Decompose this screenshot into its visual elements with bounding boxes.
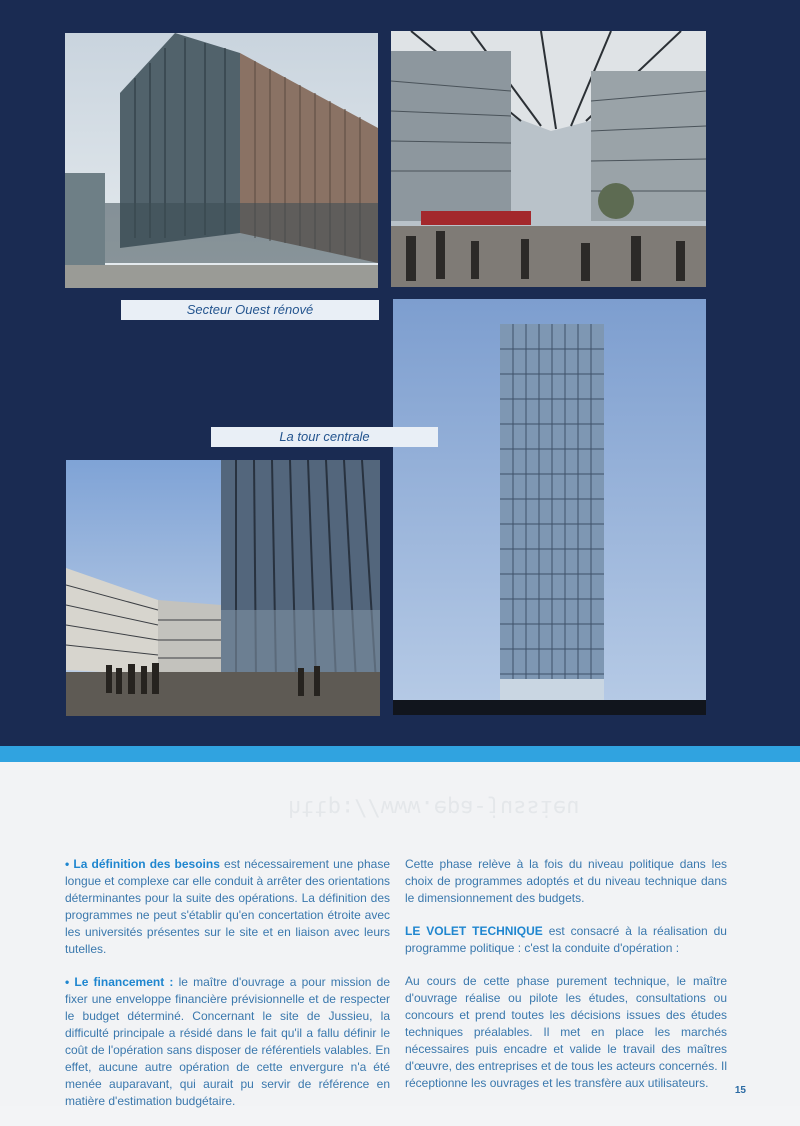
watermark: http://www.epa-jussieu xyxy=(288,795,580,820)
left-column xyxy=(65,856,390,1126)
funding-paragraph xyxy=(65,974,390,1110)
technical-text: est consacré à la réalisation du programme politique : c'est la conduite d'opération : xyxy=(405,924,727,955)
needs-text: est nécessairement une phase longue et complexe car elle conduit à arrêter des orientations déterminantes pour la suite des opérations. La définition des programmes ne peut s'établir qu'en concertation étroite avec les universités présentes sur le site et en liaison avec leurs tutelles. xyxy=(65,857,390,956)
funding-heading: • Le financement : xyxy=(65,975,174,989)
caption-west-sector: Secteur Ouest rénové xyxy=(121,300,379,320)
right-column xyxy=(405,856,727,1108)
technical-heading: LE VOLET TECHNIQUE xyxy=(405,924,543,938)
phase-paragraph: Cette phase relève à la fois du niveau politique dans les choix de programmes adoptés et du niveau technique dans le dimensionnement des budgets. xyxy=(405,857,727,905)
tower-base-photo xyxy=(66,460,380,716)
accent-band xyxy=(0,746,800,762)
course-paragraph: Au cours de cette phase purement technique, le maître d'ouvrage réalise ou pilote les études, consultations ou concours et prend toutes les décisions issues des études techniques préalables. Il met en place les marchés nécessaires puis encadre et valide le travail des maîtres d'œuvre, des entreprises et de tous les acteurs concernés. Il réceptionne les ouvrages et les transfère aux utilisateurs. xyxy=(405,974,727,1090)
needs-paragraph xyxy=(65,856,390,958)
funding-text: le maître d'ouvrage a pour mission de fixer une enveloppe financière prévisionnelle et de respecter le budget déterminé. Concernant le site de Jussieu, la difficulté principale a résidé dans le fait qu'il a fallu définir le coût de l'opération sans disposer de référentiels valables. En effet, aucune autre opération de cette envergure n'a été menée auparavant, qui aurait pu servir de référence en matière d'estimation budgétaire. xyxy=(65,975,390,1108)
caption-central-tower: La tour centrale xyxy=(211,427,438,447)
needs-heading: • La définition des besoins xyxy=(65,857,220,871)
atrium-photo xyxy=(391,31,706,287)
technical-paragraph xyxy=(405,923,727,957)
tower-full-photo xyxy=(393,299,706,715)
building-exterior-photo xyxy=(65,33,378,288)
page-number: 15 xyxy=(734,1085,746,1096)
